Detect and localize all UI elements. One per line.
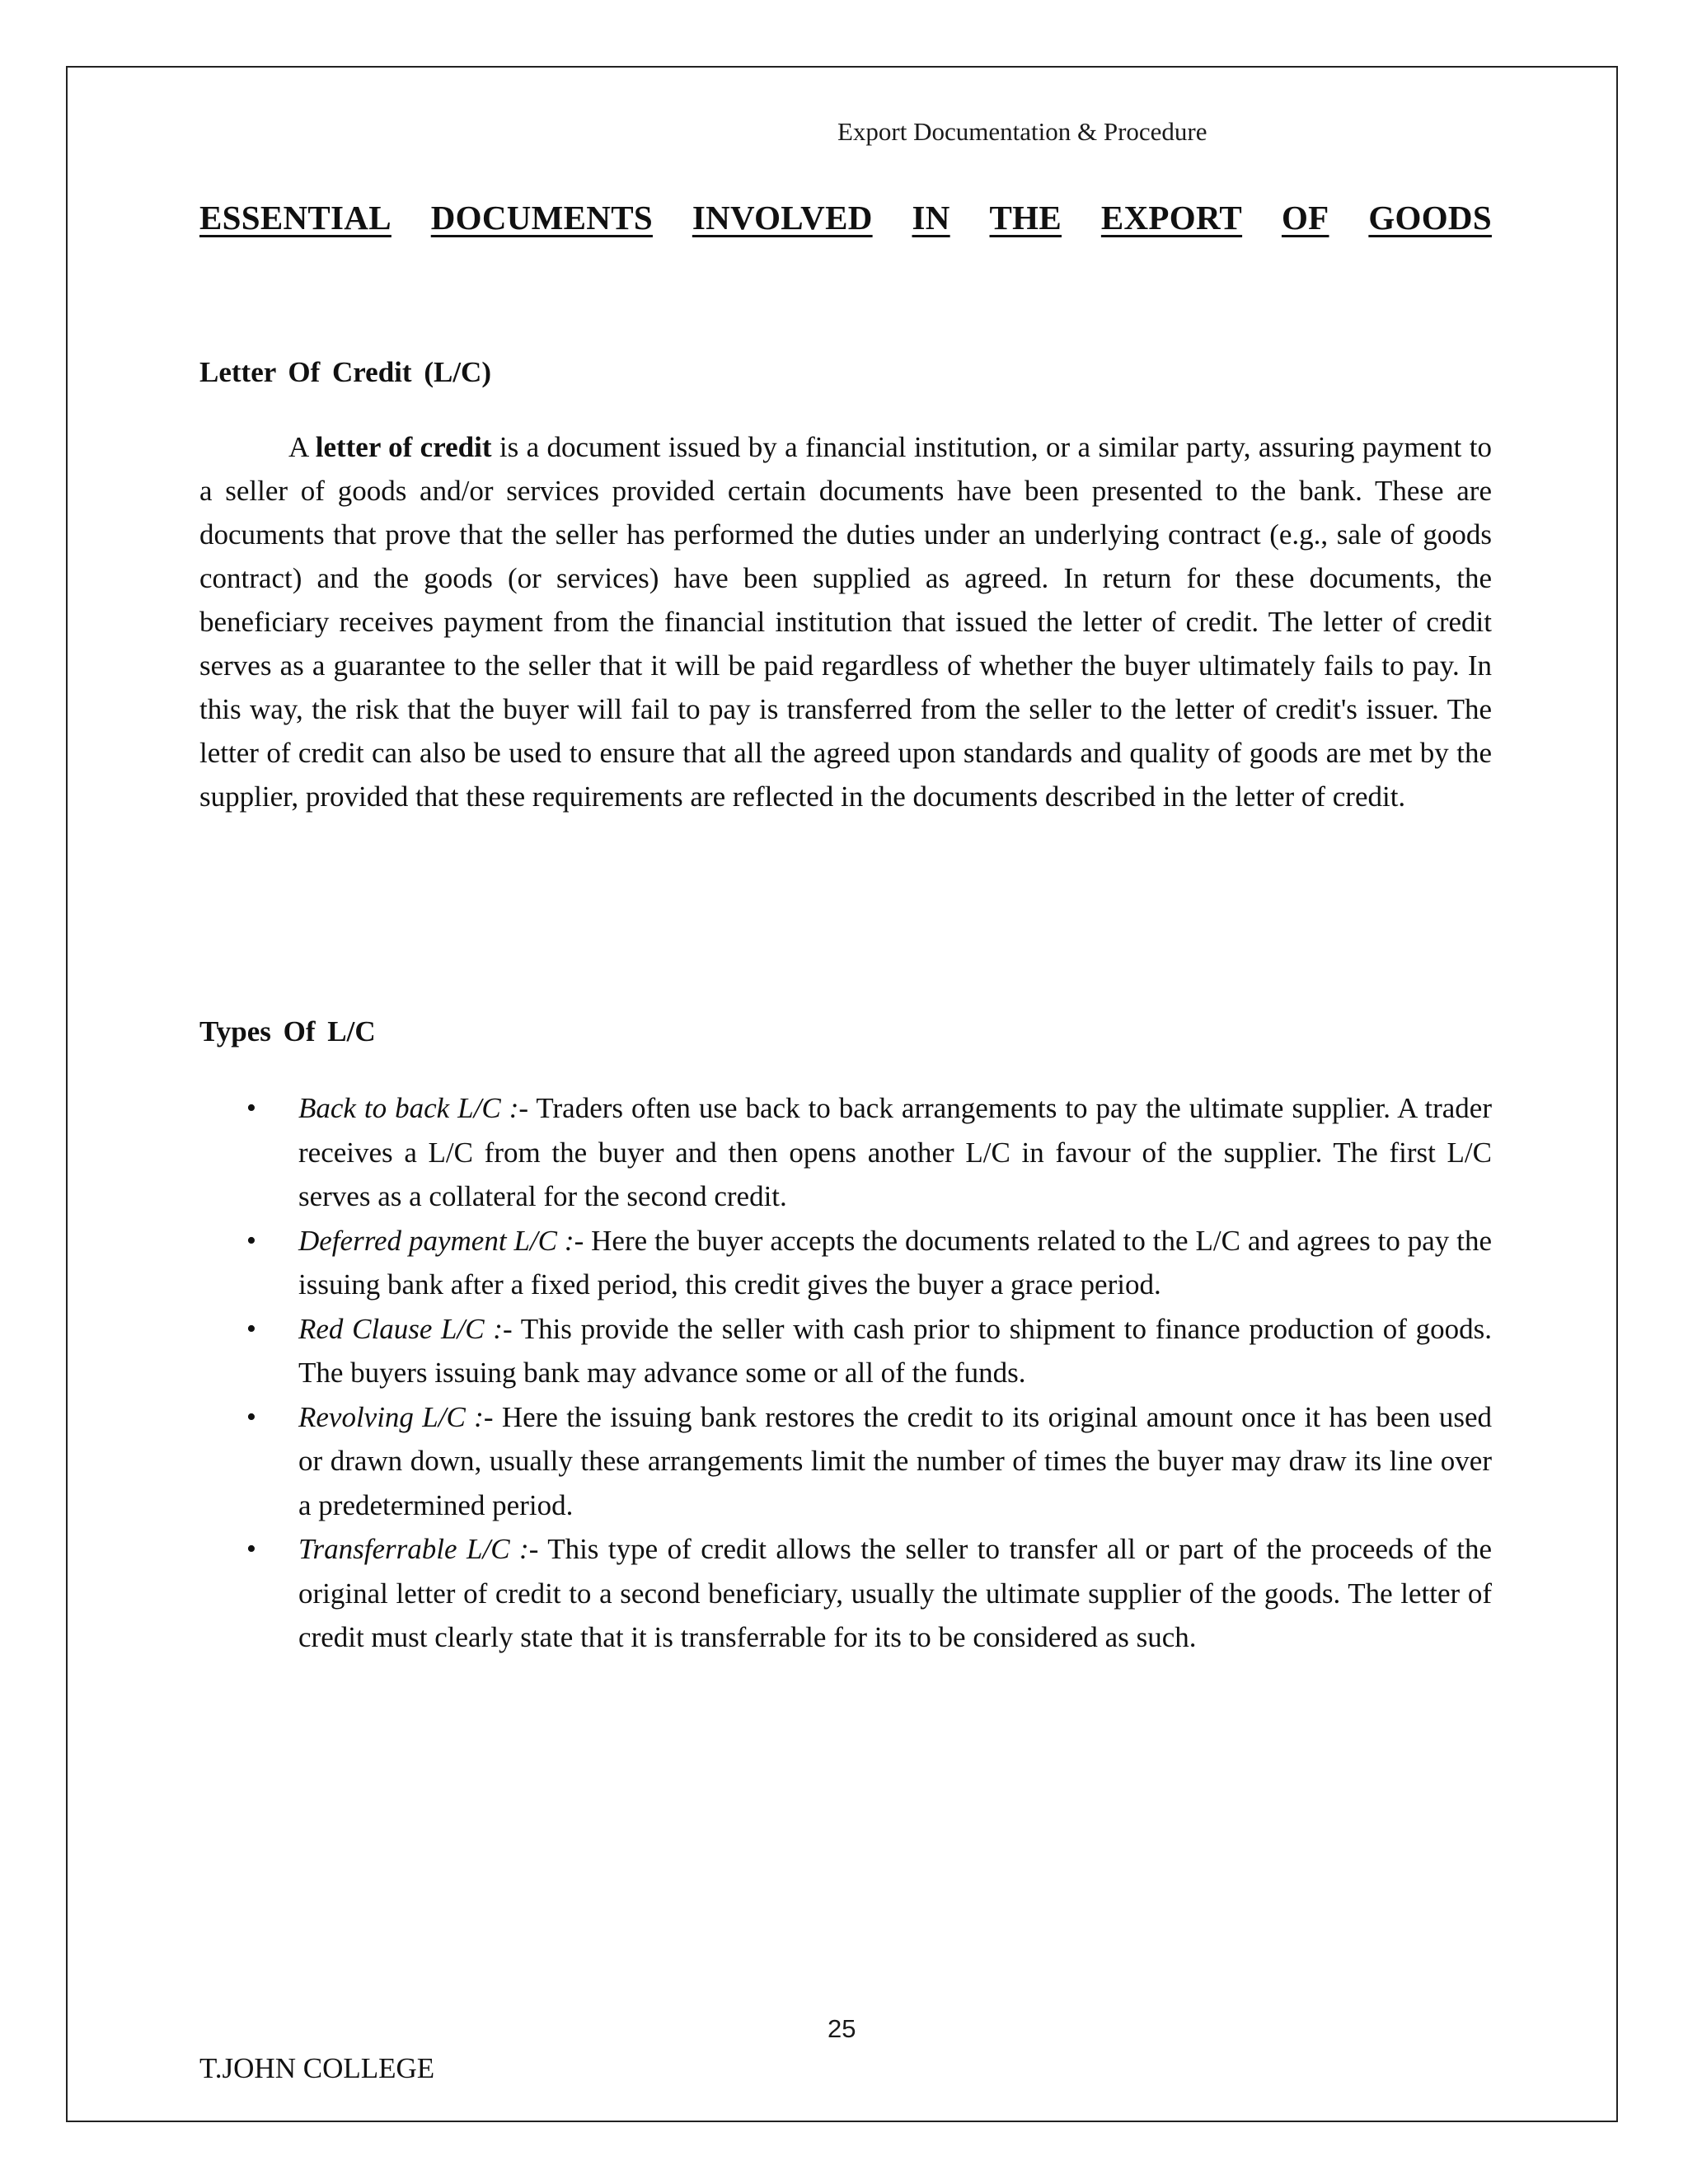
title-word: OF bbox=[1281, 199, 1329, 237]
title-word: THE bbox=[989, 199, 1062, 237]
bullet-icon: • bbox=[246, 1313, 256, 1344]
lc-type-term: Revolving L/C : bbox=[298, 1400, 484, 1433]
list-item bbox=[199, 1307, 1492, 1395]
lc-definition-paragraph bbox=[199, 425, 1492, 818]
title-word: GOODS bbox=[1368, 199, 1492, 237]
lc-section-heading: Letter Of Credit (L/C) bbox=[199, 356, 491, 388]
lc-type-description: - This provide the seller with cash prior to shipment to finance production of goods. The buyers issuing bank may advance some or all of the funds. bbox=[298, 1312, 1493, 1389]
list-item bbox=[199, 1395, 1492, 1528]
types-section-heading: Types Of L/C bbox=[199, 1015, 376, 1047]
bullet-icon: • bbox=[246, 1093, 256, 1123]
bullet-icon: • bbox=[246, 1401, 256, 1432]
footer-college-name: T.JOHN COLLEGE bbox=[199, 2052, 435, 2084]
lc-type-description: - Here the buyer accepts the documents related to the L/C and agrees to pay the issuing bank after a fixed period, this credit gives the buyer a grace period. bbox=[298, 1224, 1492, 1301]
lc-types-list bbox=[199, 1086, 1492, 1660]
title-word: ESSENTIAL bbox=[199, 199, 392, 237]
title-word: IN bbox=[912, 199, 950, 237]
lc-type-description: - Here the issuing bank restores the credit to its original amount once it has been used or drawn down, usually these arrangements limit the number of times the buyer may draw its line over a predetermined period. bbox=[298, 1400, 1493, 1521]
title-word: EXPORT bbox=[1100, 199, 1243, 237]
list-item bbox=[199, 1527, 1492, 1660]
lc-type-term: Back to back L/C : bbox=[298, 1092, 519, 1124]
title-word: INVOLVED bbox=[692, 199, 873, 237]
lc-intro-prefix: A bbox=[288, 431, 316, 463]
list-item bbox=[199, 1086, 1492, 1219]
title-word: DOCUMENTS bbox=[430, 199, 653, 237]
lc-type-description: - This type of credit allows the seller to transfer all or part of the proceeds of the original letter of credit to a second beneficiary, usually the ultimate supplier of the goods. The letter of credit must clearly state that it is transferrable for its to be considered as such. bbox=[298, 1533, 1492, 1653]
lc-type-term: Deferred payment L/C : bbox=[298, 1224, 574, 1257]
lc-type-term: Transferrable L/C : bbox=[298, 1533, 529, 1565]
bullet-icon: • bbox=[246, 1534, 256, 1564]
running-header: Export Documentation & Procedure bbox=[837, 117, 1207, 146]
page-title bbox=[199, 198, 1492, 237]
page-number: 25 bbox=[828, 2014, 856, 2043]
list-item bbox=[199, 1219, 1492, 1307]
bullet-icon: • bbox=[246, 1225, 256, 1256]
lc-type-description: - Traders often use back to back arrangements to pay the ultimate supplier. A trader receives a L/C from the buyer and then opens another L/C in favour of the supplier. The first L/C serves as a collateral for the second credit. bbox=[298, 1092, 1492, 1212]
lc-body-text: is a document issued by a financial institution, or a similar party, assuring payment to a seller of goods and/or services provided certain documents have been presented to the bank. These are documents that prove that the seller has performed the duties under an underlying contract (e.g., sale of goods contract) and the goods (or services) have been supplied as agreed. In return for these documents, the beneficiary receives payment from the financial institution that issued the letter of credit. The letter of credit serves as a guarantee to the seller that it will be paid regardless of whether the buyer ultimately fails to pay. In this way, the risk that the buyer will fail to pay is transferred from the seller to the letter of credit's issuer. The letter of credit can also be used to ensure that all the agreed upon standards and quality of goods are met by the supplier, provided that these requirements are reflected in the documents described in the letter of credit. bbox=[199, 431, 1492, 813]
lc-type-term: Red Clause L/C : bbox=[298, 1312, 503, 1345]
lc-intro-bold-term: letter of credit bbox=[315, 431, 492, 463]
